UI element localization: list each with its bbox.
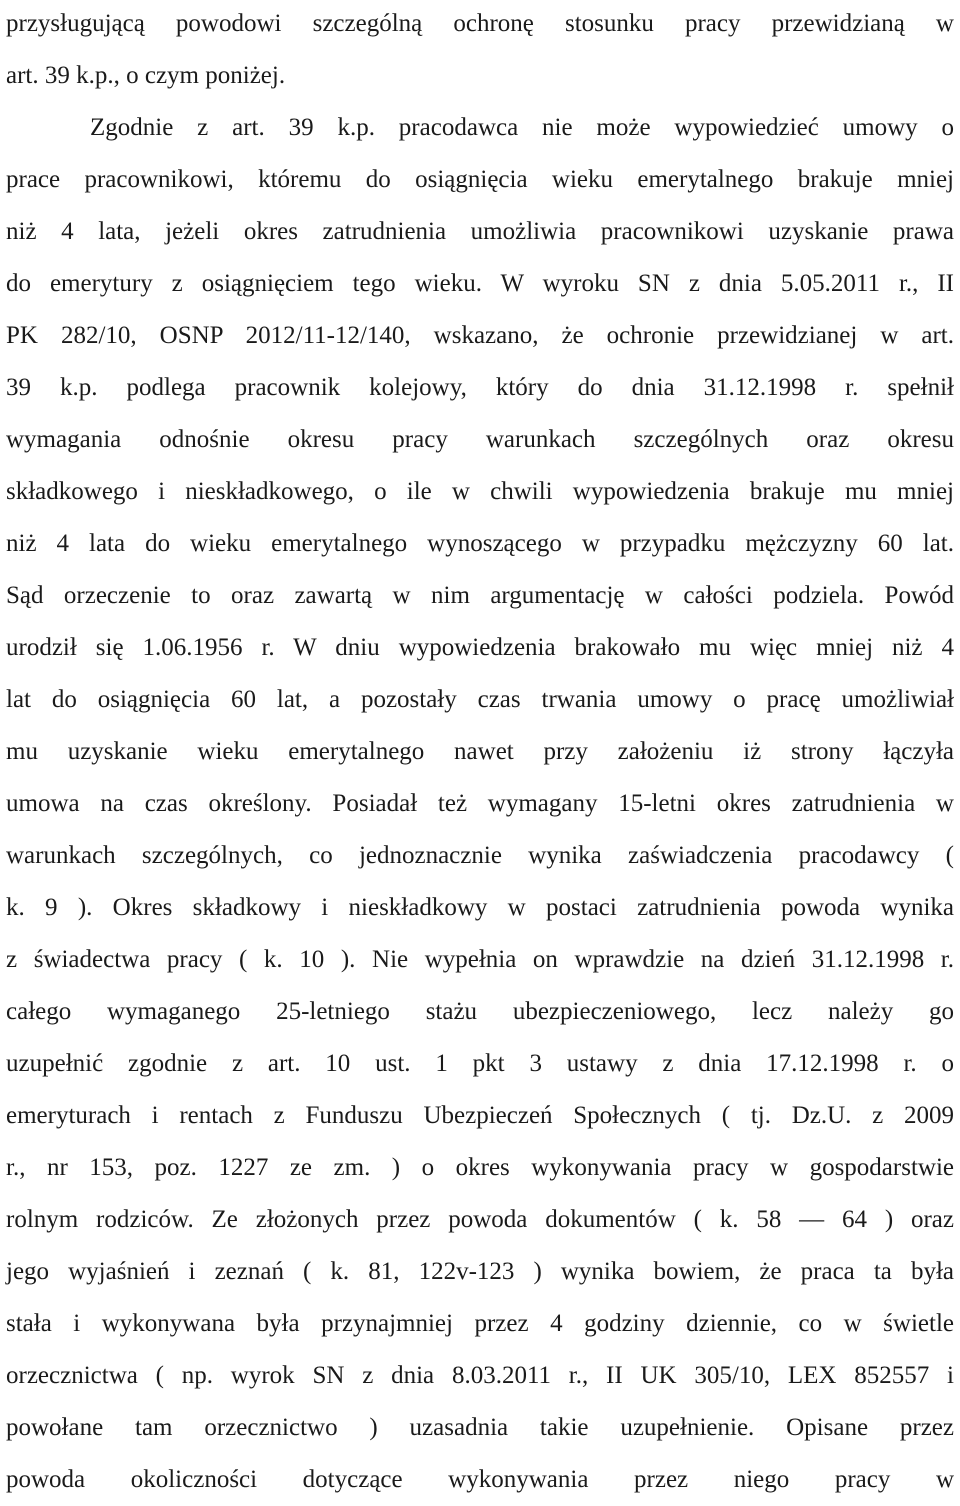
text-line: prace pracownikowi, któremu do osiągnięcia wieku emerytalnego brakuje mniej	[6, 166, 954, 193]
text-line: z świadectwa pracy ( k. 10 ). Nie wypełnia on wprawdzie na dzień 31.12.1998 r.	[6, 946, 954, 973]
text-line: warunkach szczególnych, co jednoznacznie wynika zaświadczenia pracodawcy (	[6, 842, 954, 869]
paragraph-first-line: Zgodnie z art. 39 k.p. pracodawca nie może wypowiedzieć umowy o	[90, 114, 954, 141]
text-line: Sąd orzeczenie to oraz zawartą w nim argumentację w całości podziela. Powód	[6, 582, 954, 609]
text-line: urodził się 1.06.1956 r. W dniu wypowiedzenia brakowało mu więc mniej niż 4	[6, 634, 954, 661]
text-line: 39 k.p. podlega pracownik kolejowy, który do dnia 31.12.1998 r. spełnił	[6, 374, 954, 401]
text-line: r., nr 153, poz. 1227 ze zm. ) o okres wykonywania pracy w gospodarstwie	[6, 1154, 954, 1181]
text-line: PK 282/10, OSNP 2012/11-12/140, wskazano, że ochronie przewidzianej w art.	[6, 322, 954, 349]
text-line: przysługującą powodowi szczególną ochronę stosunku pracy przewidzianą w	[6, 10, 954, 37]
text-line: całego wymaganego 25-letniego stażu ubezpieczeniowego, lecz należy go	[6, 998, 954, 1025]
text-line: mu uzyskanie wieku emerytalnego nawet przy założeniu iż strony łączyła	[6, 738, 954, 765]
text-line: uzupełnić zgodnie z art. 10 ust. 1 pkt 3 ustawy z dnia 17.12.1998 r. o	[6, 1050, 954, 1077]
text-line: k. 9 ). Okres składkowy i nieskładkowy w postaci zatrudnienia powoda wynika	[6, 894, 954, 921]
text-line: emeryturach i rentach z Funduszu Ubezpieczeń Społecznych ( tj. Dz.U. z 2009	[6, 1102, 954, 1129]
text-line: umowa na czas określony. Posiadał też wymagany 15-letni okres zatrudnienia w	[6, 790, 954, 817]
text-line: powołane tam orzecznictwo ) uzasadnia takie uzupełnienie. Opisane przez	[6, 1414, 954, 1441]
text-line: lat do osiągnięcia 60 lat, a pozostały czas trwania umowy o pracę umożliwiał	[6, 686, 954, 713]
text-line: art. 39 k.p., o czym poniżej.	[6, 62, 286, 89]
text-line: rolnym rodziców. Ze złożonych przez powoda dokumentów ( k. 58 — 64 ) oraz	[6, 1206, 954, 1233]
text-line: do emerytury z osiągnięciem tego wieku. W wyroku SN z dnia 5.05.2011 r., II	[6, 270, 954, 297]
text-line: składkowego i nieskładkowego, o ile w chwili wypowiedzenia brakuje mu mniej	[6, 478, 954, 505]
text-line: orzecznictwa ( np. wyrok SN z dnia 8.03.2011 r., II UK 305/10, LEX 852557 i	[6, 1362, 954, 1389]
text-line-cut: powoda okoliczności dotyczące wykonywania przez niego pracy w	[6, 1466, 954, 1493]
text-line: stała i wykonywana była przynajmniej przez 4 godziny dziennie, co w świetle	[6, 1310, 954, 1337]
text-line: jego wyjaśnień i zeznań ( k. 81, 122v-123 ) wynika bowiem, że praca ta była	[6, 1258, 954, 1285]
text-line: wymagania odnośnie okresu pracy warunkach szczególnych oraz okresu	[6, 426, 954, 453]
text-line: niż 4 lata, jeżeli okres zatrudnienia umożliwia pracownikowi uzyskanie prawa	[6, 218, 954, 245]
text-line: niż 4 lata do wieku emerytalnego wynoszącego w przypadku mężczyzny 60 lat.	[6, 530, 954, 557]
